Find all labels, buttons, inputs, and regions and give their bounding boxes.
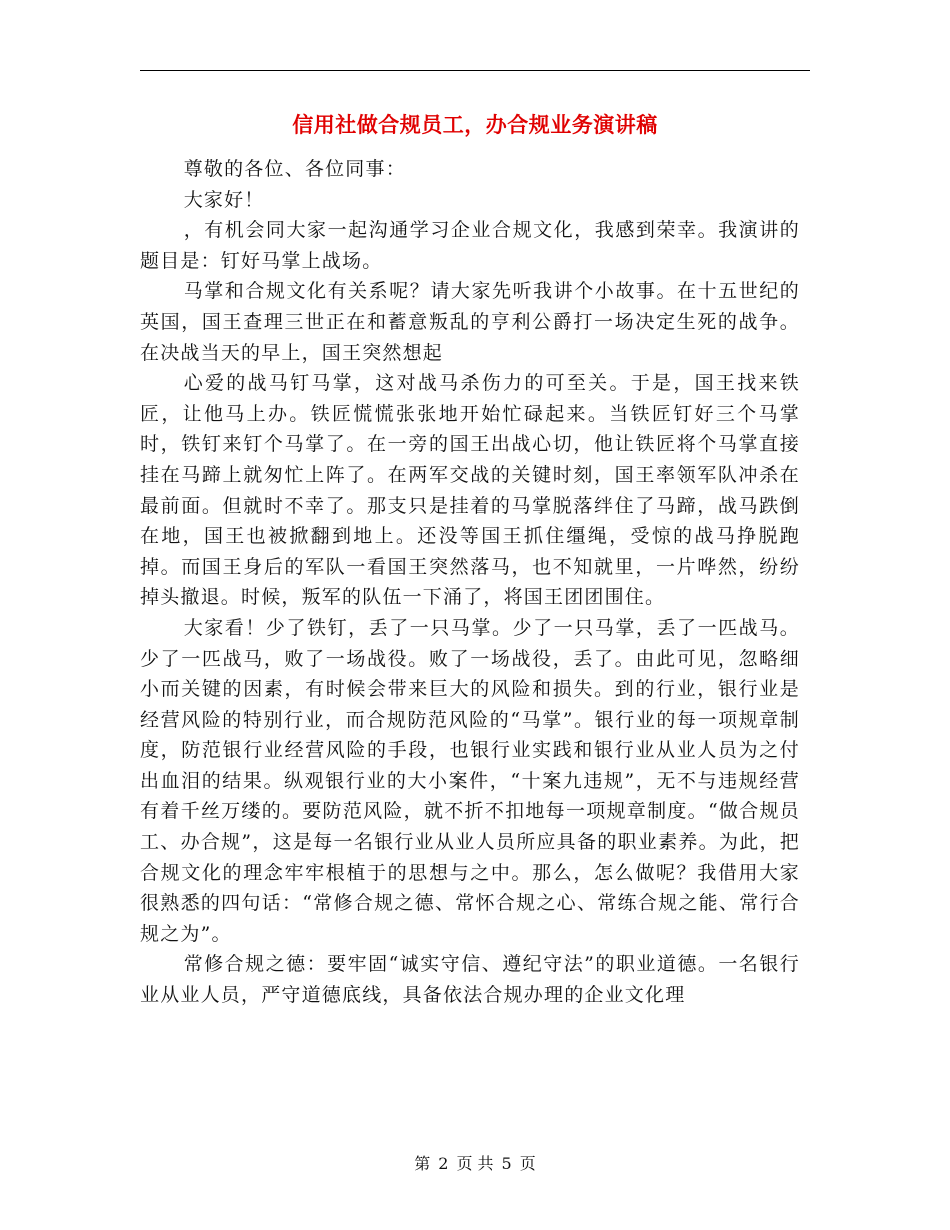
document-title: 信用社做合规员工，办合规业务演讲稿 <box>292 113 658 137</box>
paragraph-salutation: 尊敬的各位、各位同事： <box>183 158 406 180</box>
paragraph-lesson: 大家看！少了铁钉，丢了一只马掌。少了一只马掌，丢了一匹战马。少了一匹战马，败了一场战役。败了一场战役，丢了。由此可见，忽略细小而关键的因素，有时候会带来巨大的风险和损失。到的行业，银行业是经营风险的特别行业，而合规防范风险的“马掌”。银行业的每一项规章制度，防范银行业经营风险的手段，也银行业实践和银行业从业人员为之付出血泪的结果。纵观银行业的大小案件，“十案九违规”，无不与违规经营有着千丝万缕的。要防范风险，就不折不扣地每一项规章制度。“做合规员工、办合规”，这是每一名银行业从业人员所应具备的职业素养。为此，把合规文化的理念牢牢根植于的思想与之中。那么，怎么做呢？我借用大家很熟悉的四句话：“常修合规之德、常怀合规之心、常练合规之能、常行合规之为”。 <box>140 616 800 945</box>
footer-suffix: 页 <box>519 1154 536 1173</box>
footer-page-number: 2 <box>438 1154 449 1173</box>
header-rule <box>140 70 810 71</box>
paragraph-story-start: 马掌和合规文化有关系呢？请大家先听我讲个小故事。在十五世纪的英国，国王查理三世正在和蓄意叛乱的亨利公爵打一场决定生死的战争。在决战当天的早上，国王突然想起 <box>140 280 800 364</box>
document-body <box>140 154 800 1011</box>
paragraph-virtue: 常修合规之德：要牢固“诚实守信、遵纪守法”的职业道德。一名银行业从业人员，严守道德底线，具备依法合规办理的企业文化理 <box>140 953 800 1007</box>
page-footer <box>0 1152 950 1176</box>
paragraph-greeting: 大家好！ <box>183 188 265 211</box>
paragraph-story: 心爱的战马钉马掌，这对战马杀伤力的可至关。于是，国王找来铁匠，让他马上办。铁匠慌慌张张地开始忙碌起来。当铁匠钉好三个马掌时，铁钉来钉个马掌了。在一旁的国王出战心切，他让铁匠将个马掌直接挂在马蹄上就匆忙上阵了。在两军交战的关键时刻，国王率领军队冲杀在最前面。但就时不幸了。那支只是挂着的马掌脱落绊住了马蹄，战马跌倒在地，国王也被掀翻到地上。还没等国王抓住缰绳，受惊的战马挣脱跑掉。而国王身后的军队一看国王突然落马，也不知就里，一片哗然，纷纷掉头撤退。时候，叛军的队伍一下涌了，将国王团团围住。 <box>140 372 800 609</box>
paragraph-intro: ，有机会同大家一起沟通学习企业合规文化，我感到荣幸。我演讲的题目是：钉好马掌上战场。 <box>140 219 800 272</box>
footer-middle: 页 共 <box>456 1154 494 1173</box>
footer-total-pages: 5 <box>501 1154 512 1173</box>
footer-prefix: 第 <box>414 1154 431 1173</box>
